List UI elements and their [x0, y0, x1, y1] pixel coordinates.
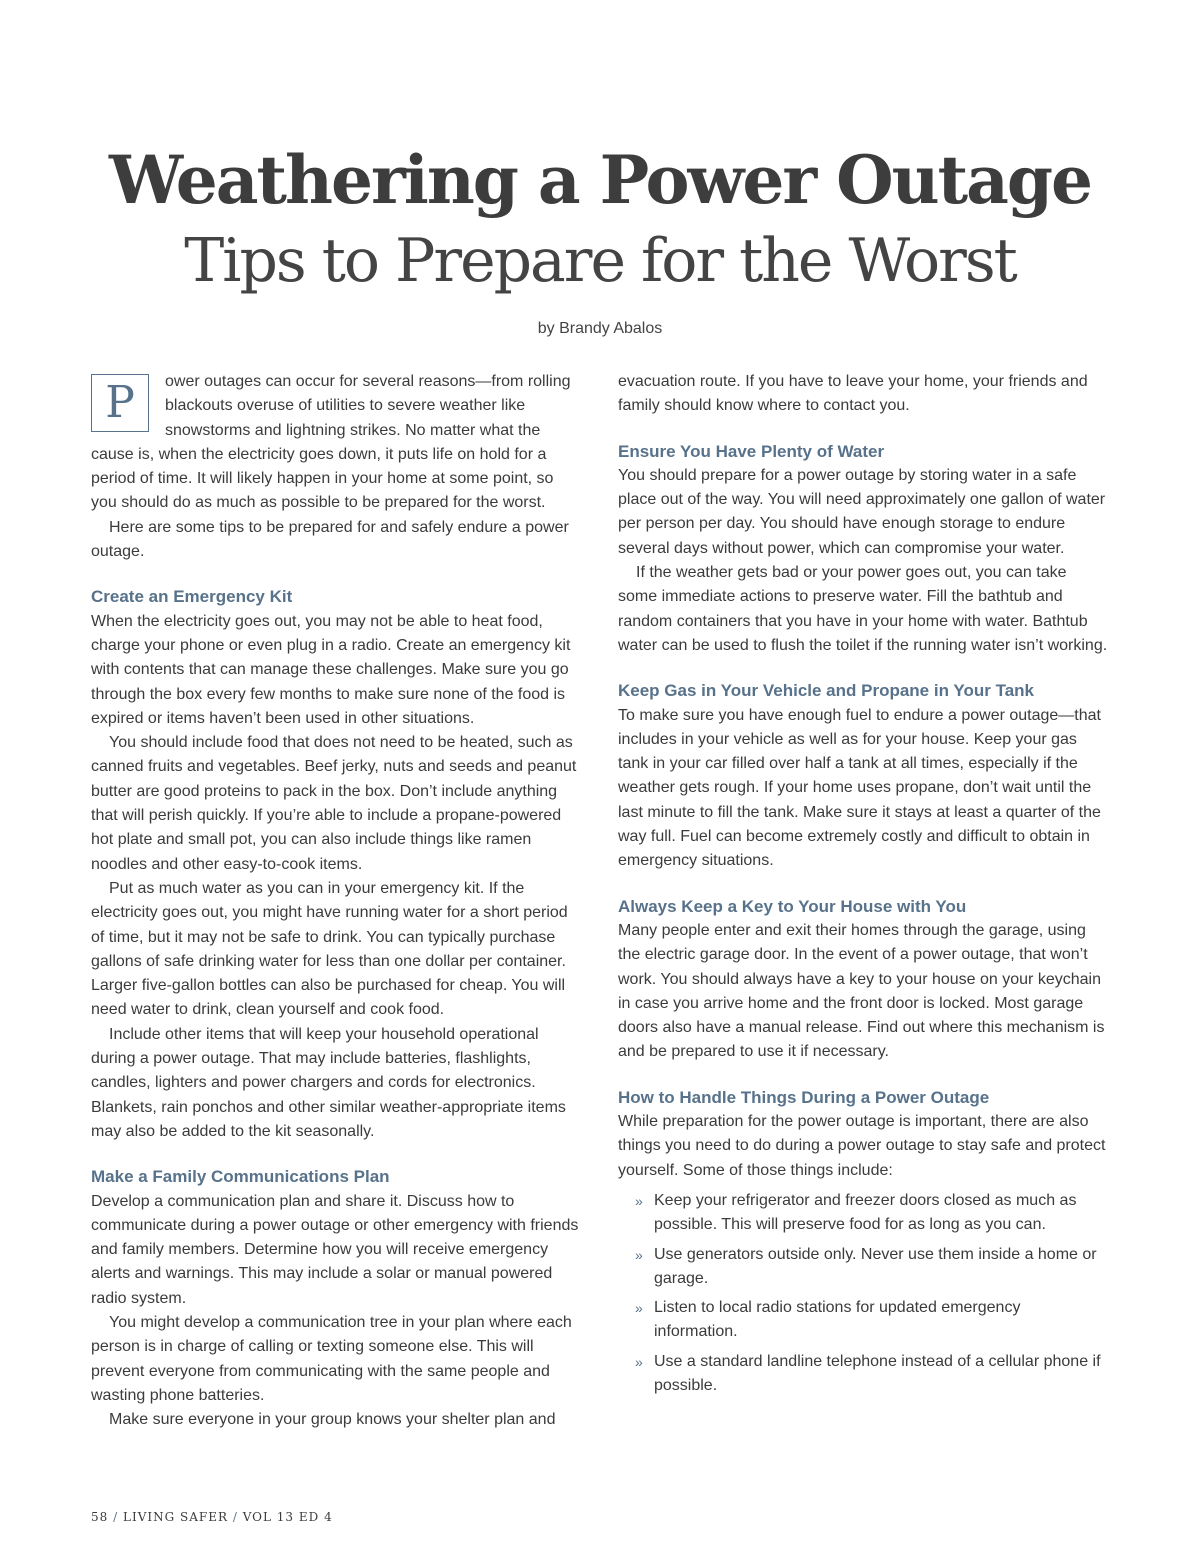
intro-paragraph: ower outages can occur for several reasons—from rolling blackouts overuse of utilities to severe weather like snowstorms and lightning strikes. No matter what the cause is, when the electricity goes down, it puts life on hold for a period of time. It will likely happen in your home at some point, so you should do as much as possible to be prepared for the worst. [91, 373, 571, 512]
chevron-bullet-icon: » [635, 1300, 643, 1317]
section-heading-emergency-kit: Create an Emergency Kit [91, 587, 293, 607]
article-title: Weathering a Power Outage [109, 141, 1091, 219]
water-paragraph-2: If the weather gets bad or your power goes out, you can take some immediate actions to preserve water. Fill the bathtub and random containers that you have in your home with water. Bathtub water can be used to flush the toilet if the running water isn’t working. [618, 564, 1108, 654]
list-item [618, 1243, 1108, 1292]
section-heading-water: Ensure You Have Plenty of Water [618, 441, 885, 461]
list-item-text: Use a standard landline telephone instead of a cellular phone if possible. [654, 1352, 1101, 1394]
section-heading-gas-propane: Keep Gas in Your Vehicle and Propane in Your Tank [618, 681, 1034, 701]
comm-paragraph-2: You might develop a communication tree in your plan where each person is in charge of calling or texting someone else. This will prevent everyone from communicating with the same people and wasting phone batteries. [91, 1313, 572, 1404]
publication-name: LIVING SAFER [122, 1510, 229, 1524]
kit-paragraph-3: Put as much water as you can in your emergency kit. If the electricity goes out, you might have running water for a short period of time, but it may not be safe to drink. You can typically purchase gallons of safe drinking water for less than one dollar per container. Larger five-gallon bottles can also be purchased for cheap. You will need water to drink, clean yourself and cook food. [91, 879, 568, 1019]
footer-separator: / [232, 1510, 238, 1524]
list-item [618, 1296, 1108, 1345]
comm-paragraph-3: Make sure everyone in your group knows your shelter plan and [109, 1411, 556, 1429]
article-subtitle: Tips to Prepare for the Worst [184, 226, 1016, 296]
during-paragraph-1: While preparation for the power outage is important, there are also things you need to do during a power outage to stay safe and protect yourself. Some of those things include: [618, 1113, 1106, 1179]
left-column [91, 370, 583, 1432]
water-paragraph-1: You should prepare for a power outage by storing water in a safe place out of the way. You will need approximately one gallon of water per person per day. You should have enough storage to endure several days without power, which can compromise your water. [618, 466, 1106, 557]
page-number: 58 [91, 1510, 109, 1524]
comm-paragraph-1: Develop a communication plan and share it. Discuss how to communicate during a power outage or other emergency with friends and family members. Determine how you will receive emergency alerts and warnings. This may include a solar or manual powered radio system. [91, 1192, 579, 1307]
list-item [618, 1189, 1108, 1238]
section-heading-house-key: Always Keep a Key to Your House with You [618, 896, 967, 916]
list-item [618, 1350, 1108, 1399]
right-column [618, 370, 1108, 1403]
kit-paragraph-2: You should include food that does not need to be heated, such as canned fruits and vegetables. Beef jerky, nuts and seeds and peanut butter are good proteins to pack in the box. Don’t include anything that will perish quickly. If you’re able to include a propane-powered hot plate and small pot, you can also include things like ramen noodles and other easy-to-cook items. [91, 734, 577, 873]
page-footer [91, 1510, 333, 1524]
tips-list [618, 1189, 1108, 1398]
section-heading-communications-plan: Make a Family Communications Plan [91, 1167, 390, 1187]
byline: by Brandy Abalos [537, 320, 663, 337]
chevron-bullet-icon: » [635, 1246, 643, 1263]
chevron-bullet-icon: » [635, 1353, 643, 1370]
key-paragraph-1: Many people enter and exit their homes through the garage, using the electric garage door. In the event of a power outage, that won’t work. You should always have a key to your house on your keychain in case you arrive home and the front door is locked. Most garage doors also have a manual release. Find out where this mechanism is and be prepared to use it if necessary. [618, 921, 1105, 1061]
intro-paragraph-2: Here are some tips to be prepared for and safely endure a power outage. [91, 518, 569, 561]
issue-label: VOL 13 ED 4 [242, 1510, 333, 1524]
list-item-text: Use generators outside only. Never use them inside a home or garage. [654, 1245, 1097, 1287]
kit-paragraph-4: Include other items that will keep your household operational during a power outage. That may include batteries, flashlights, candles, lighters and power chargers and cords for electronics. Blankets, rain ponchos and other similar weather-appropriate items may also be added to the kit seasonally. [91, 1025, 566, 1140]
kit-paragraph-1: When the electricity goes out, you may not be able to heat food, charge your phone or even plug in a radio. Create an emergency kit with contents that can manage these challenges. Make sure you go through the box every few months to make sure none of the food is expired or items haven’t been used in other situations. [91, 612, 571, 727]
list-item-text: Listen to local radio stations for updated emergency information. [654, 1299, 1021, 1341]
list-item-text: Keep your refrigerator and freezer doors closed as much as possible. This will preserve food for as long as you can. [654, 1191, 1077, 1234]
section-heading-during-outage: How to Handle Things During a Power Outage [618, 1087, 990, 1107]
gas-paragraph-1: To make sure you have enough fuel to endure a power outage—that includes in your vehicle as well as for your house. Keep your gas tank in your car filled over half a tank at all times, especially if the weather gets rough. If your home uses propane, don’t wait until the last minute to fill the tank. Make sure it stays at least a quarter of the way full. Fuel can become extremely costly and difficult to obtain in emergency situations. [618, 706, 1101, 870]
drop-cap: P [91, 374, 149, 432]
footer-separator: / [113, 1510, 119, 1524]
chevron-bullet-icon: » [635, 1192, 643, 1209]
continued-paragraph: evacuation route. If you have to leave your home, your friends and family should know where to contact you. [618, 373, 1088, 415]
